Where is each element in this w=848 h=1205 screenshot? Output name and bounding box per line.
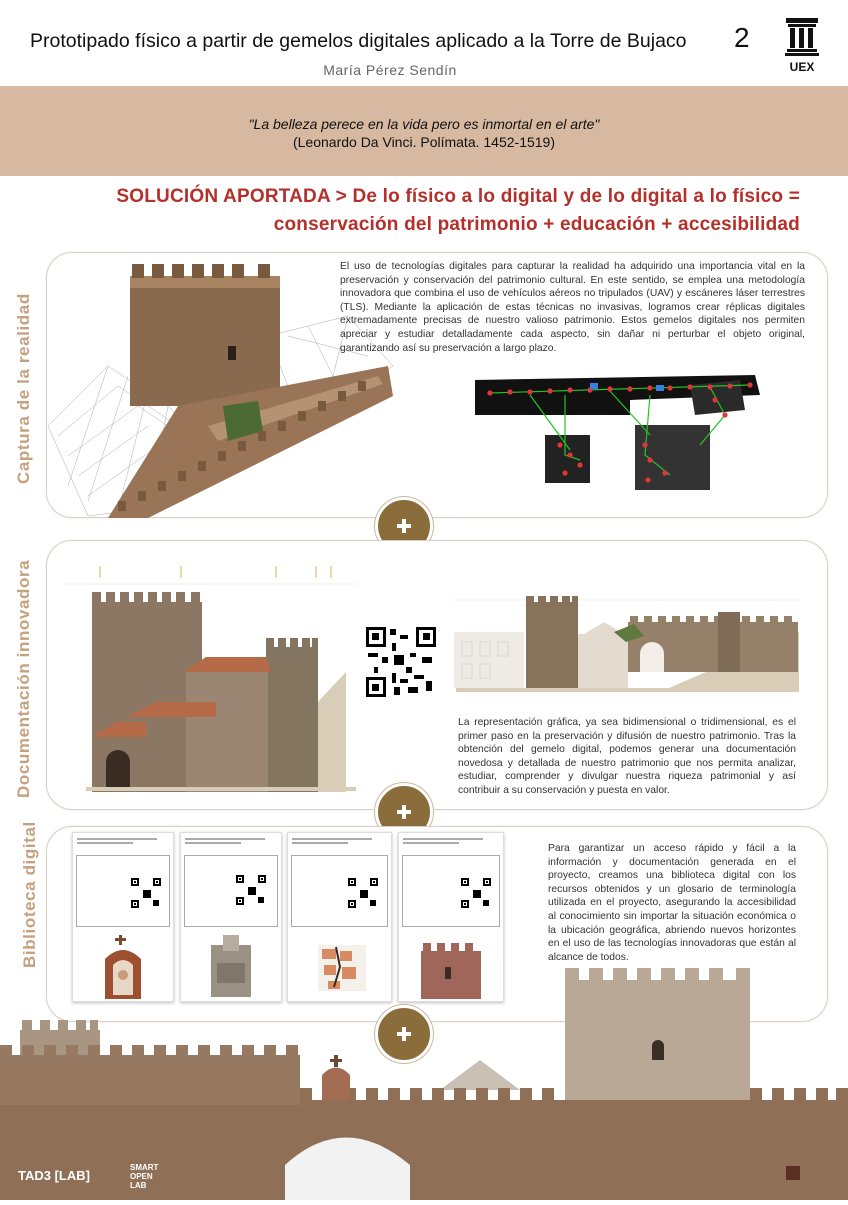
quote-text: "La belleza perece en la vida pero es inmortal en el arte" — [248, 116, 600, 132]
wall-elevation-drawing — [454, 592, 799, 692]
tad3-lab-logo: TAD3 [LAB] — [18, 1168, 90, 1183]
tower-elevation-drawing — [66, 562, 356, 798]
castle-wall-panorama-image — [0, 960, 848, 1200]
section-label-biblioteca: Biblioteca digital — [20, 821, 39, 968]
qr-code-icon[interactable] — [366, 627, 436, 697]
captura-text: El uso de tecnologías digitales para capturar la realidad ha adquirido una importancia vital en la preservación y conservación del patrimonio cultural. En este sentido, se emplea una metodología innovadora que combina el uso de vehículos aéreos no tripulados (UAV) y escáneres láser terrestres (TLS). Mediante la aplicación de estas técnicas no invasivas, logramos crear réplicas digitales extremadamente precisas de nuestro valioso patrimonio. Estos gemelos digitales nos permiten apreciar y estudiar detalladamente cada aspecto, sin dañar ni perturbar el objeto original, garantizando así su preservación a largo plazo. — [340, 261, 805, 354]
page-number: 2 — [734, 22, 750, 53]
section-label-captura: Captura de la realidad — [14, 293, 33, 484]
scan-registration-plan-image — [470, 355, 770, 495]
poster-title: Prototipado físico a partir de gemelos digitales aplicado a la Torre de Bujaco — [30, 30, 687, 52]
documentacion-text: La representación gráfica, ya sea bidimensional o tridimensional, es el primer paso en la preservación y difusión de nuestro patrimonio. Tras la obtención del gemelo digital, podemos generar una documentación novedosa y detallada de nuestro patrimonio que nos permita analizar, estudiar, comprender y divulgar nuestra riqueza patrimonial y así contribuir a su conservación y puesta en valor. — [458, 717, 796, 796]
section-label-documentacion: Documentación innovadora — [14, 559, 33, 798]
author-name: María Pérez Sendín — [323, 62, 457, 78]
biblioteca-text: Para garantizar un acceso rápido y fácil a la información y documentación generada en el proyecto, creamos una biblioteca digital con los recursos obtenidos y un glosario de terminología utilizada en el proyecto, asegurando la accesibilidad al conocimiento sin importar la situación económica o la ubicación geográfica, abriendo nuevos horizontes en el uso de las tecnologías innovadoras que están al alcance de todos. — [548, 843, 796, 963]
quote-attribution: (Leonardo Da Vinci. Polímata. 1452-1519) — [292, 134, 555, 150]
headline-line-1: SOLUCIÓN APORTADA > De lo físico a lo digital y de lo digital a lo físico = — [116, 186, 800, 207]
headline-line-2: conservación del patrimonio + educación + accesibilidad — [273, 214, 800, 235]
logo-text: UEX — [789, 60, 815, 74]
smart-open-lab-logo: SMART OPEN LAB — [130, 1163, 159, 1190]
uex-logo-icon — [782, 18, 822, 74]
